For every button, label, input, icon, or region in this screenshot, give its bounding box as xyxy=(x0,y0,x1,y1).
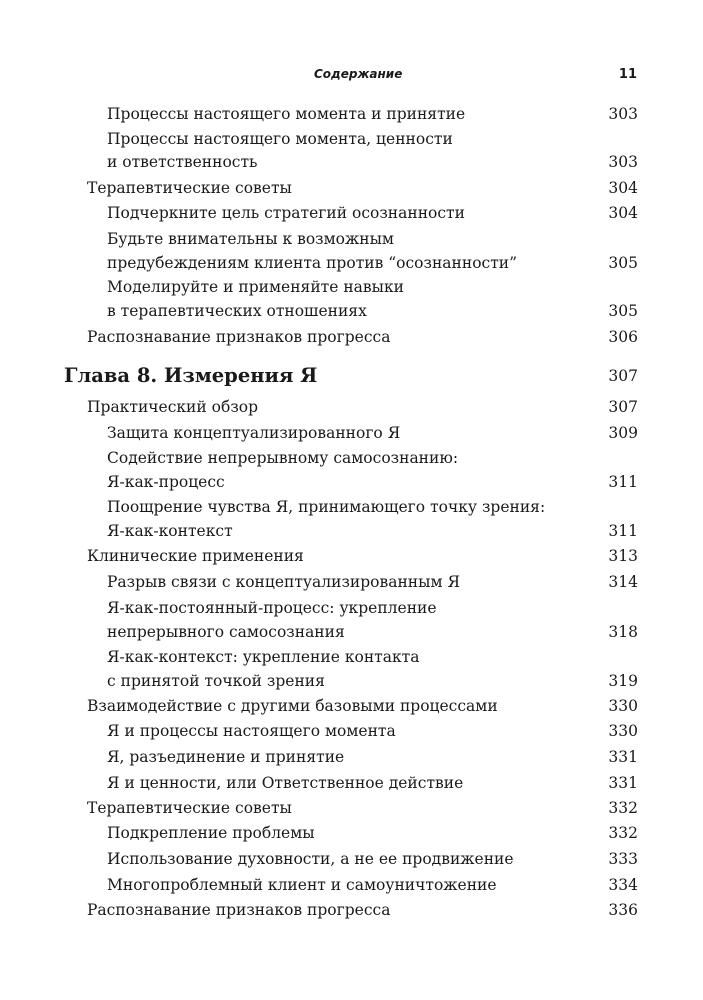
toc-entry-page: 309 xyxy=(608,424,638,442)
toc-entry-title: Будьте внимательны к возможным xyxy=(107,230,394,248)
toc-entry-title: Я-как-контекст xyxy=(107,522,233,540)
toc-entry-page: 306 xyxy=(608,328,638,346)
toc-entry-title: Многопроблемный клиент и самоуничтожение xyxy=(107,876,497,894)
toc-entry-title: Я и ценности, или Ответственное действие xyxy=(107,774,464,792)
toc-entry-page: 307 xyxy=(608,367,638,385)
toc-entry-title: Терапевтические советы xyxy=(87,799,292,817)
toc-entry-title: Я-как-постоянный-процесс: укрепление xyxy=(107,599,437,617)
toc-entry-page: 318 xyxy=(608,623,638,641)
toc-entry-title: Распознавание признаков прогресса xyxy=(87,328,391,346)
toc-entry-page: 303 xyxy=(608,153,638,171)
toc-entry-page: 336 xyxy=(608,901,638,919)
toc-entry-page: 305 xyxy=(608,302,638,320)
toc-entry-title: Я-как-контекст: укрепление контакта xyxy=(107,648,420,666)
toc-entry-page: 330 xyxy=(608,722,638,740)
toc-entry-page: 307 xyxy=(608,398,638,416)
toc-entry-page: 331 xyxy=(608,774,638,792)
toc-entry-page: 314 xyxy=(608,573,638,591)
header-page-number: 11 xyxy=(618,67,637,82)
toc-entry-title: Практический обзор xyxy=(87,398,259,416)
toc-entry-title: Я и процессы настоящего момента xyxy=(107,722,396,740)
toc-chapter-title: Глава 8. Измерения Я xyxy=(64,364,318,387)
toc-entry-page: 304 xyxy=(608,204,638,222)
toc-entry-title: и ответственность xyxy=(107,153,258,171)
toc-entry-title: Подкрепление проблемы xyxy=(107,824,315,842)
toc-entry-page: 334 xyxy=(608,876,638,894)
toc-entry-title: с принятой точкой зрения xyxy=(107,672,325,690)
toc-entry-title: в терапевтических отношениях xyxy=(107,302,367,320)
toc-entry-title: Защита концептуализированного Я xyxy=(107,424,401,442)
toc-entry-title: Содействие непрерывному самосознанию: xyxy=(107,449,459,467)
toc-entry-title: Я, разъединение и принятие xyxy=(107,748,345,766)
toc-entry-page: 333 xyxy=(608,850,638,868)
toc-entry-page: 332 xyxy=(608,799,638,817)
toc-entry-page: 311 xyxy=(608,473,638,491)
toc-entry-title: Терапевтические советы xyxy=(87,179,292,197)
toc-entry-title: Я-как-процесс xyxy=(107,473,225,491)
toc-entry-title: Клинические применения xyxy=(87,547,304,565)
toc-entry-page: 332 xyxy=(608,824,638,842)
toc-entry-title: Процессы настоящего момента, ценности xyxy=(107,130,453,148)
running-header xyxy=(0,67,703,87)
toc-entry-page: 331 xyxy=(608,748,638,766)
toc-entry-title: Распознавание признаков прогресса xyxy=(87,901,391,919)
toc-entry-page: 313 xyxy=(608,547,638,565)
header-title: Содержание xyxy=(314,67,403,81)
toc-entry-title: Процессы настоящего момента и принятие xyxy=(107,105,466,123)
toc-entry-page: 319 xyxy=(608,672,638,690)
toc-entry-title: Взаимодействие с другими базовыми процессами xyxy=(87,697,498,715)
toc-entry-title: Поощрение чувства Я, принимающего точку зрения: xyxy=(107,498,546,516)
toc-entry-page: 330 xyxy=(608,697,638,715)
toc-entry-title: Моделируйте и применяйте навыки xyxy=(107,278,404,296)
toc-entry-title: непрерывного самосознания xyxy=(107,623,345,641)
toc-entry-page: 303 xyxy=(608,105,638,123)
toc-entry-page: 304 xyxy=(608,179,638,197)
toc-entry-page: 305 xyxy=(608,254,638,272)
toc-entry-title: Разрыв связи с концептуализированным Я xyxy=(107,573,460,591)
toc-entry-title: предубеждениям клиента против “осознанности” xyxy=(107,254,518,272)
toc-entry-title: Подчеркните цель стратегий осознанности xyxy=(107,204,465,222)
toc-entry-page: 311 xyxy=(608,522,638,540)
toc-entry-title: Использование духовности, а не ее продвижение xyxy=(107,850,514,868)
